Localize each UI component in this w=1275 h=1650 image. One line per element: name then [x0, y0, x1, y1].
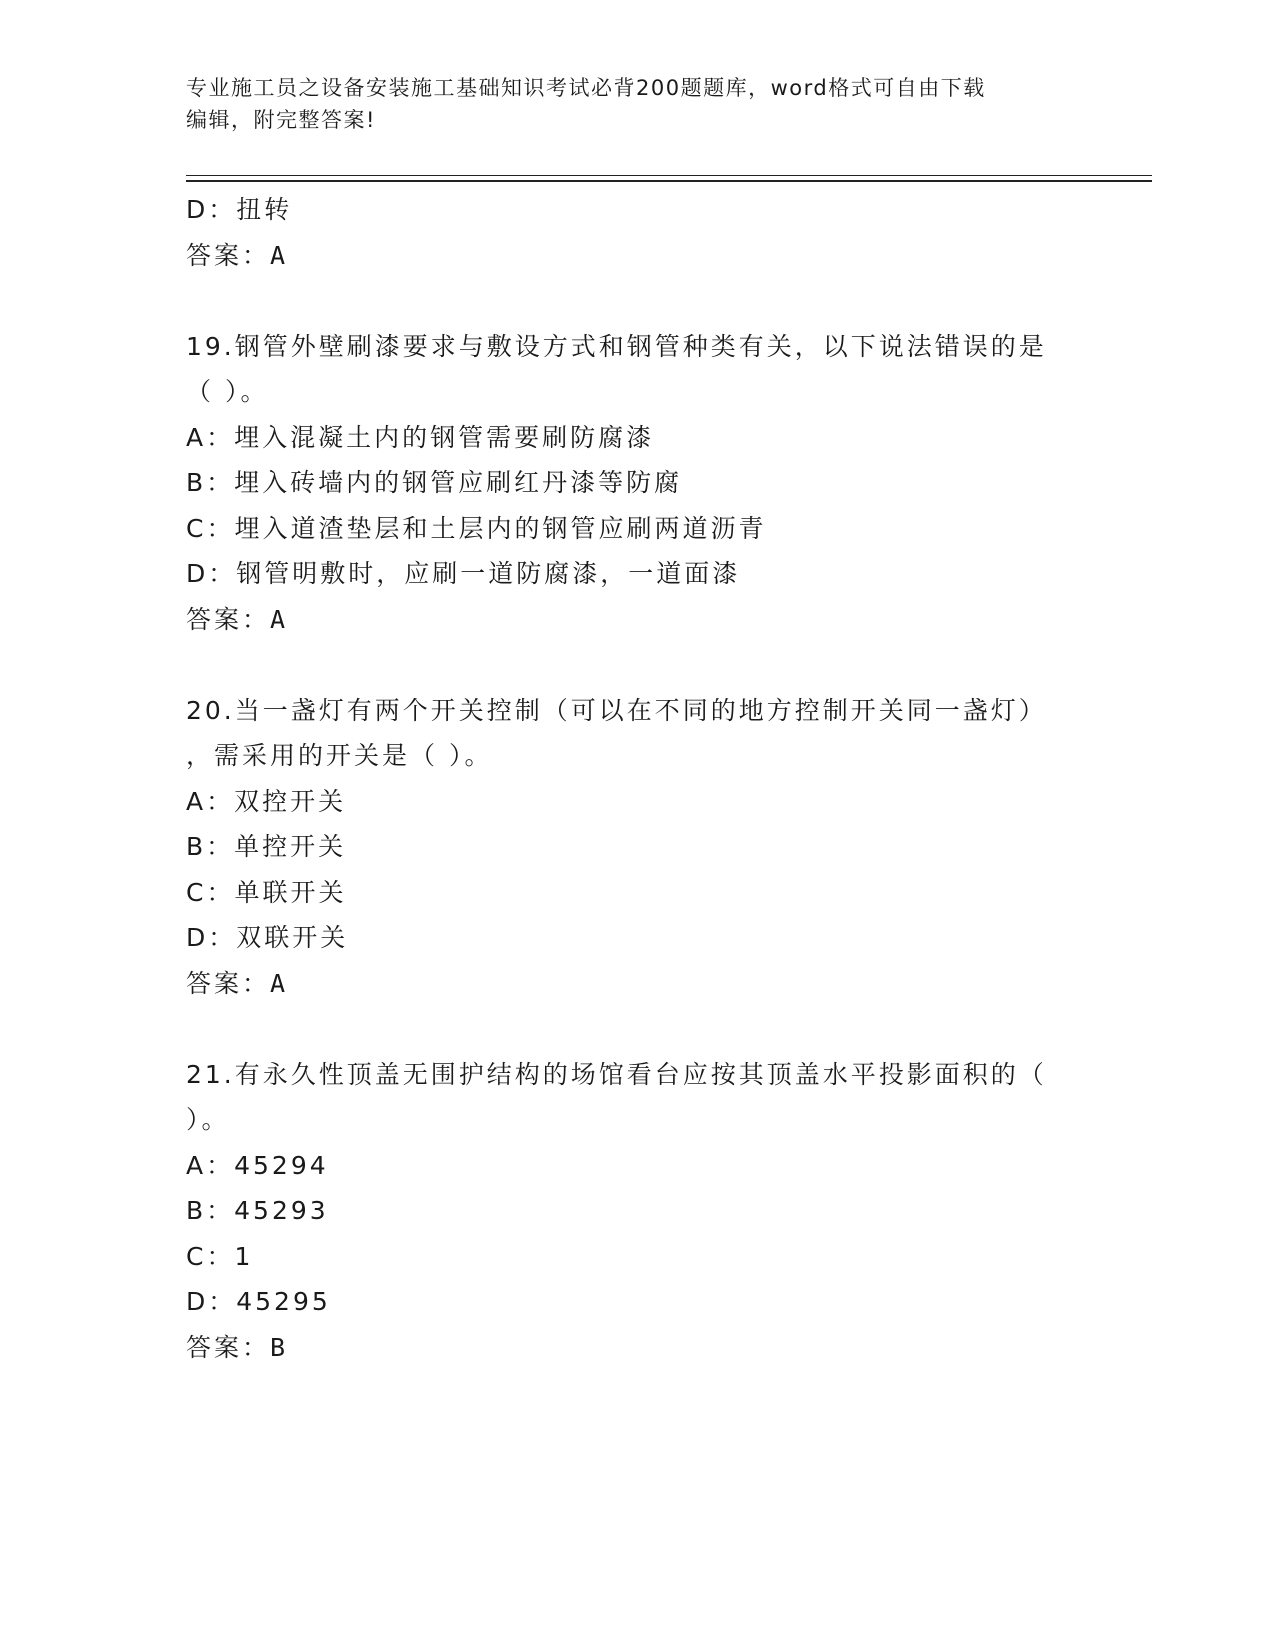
option-b: B：45293	[186, 1196, 329, 1225]
option-d: D：双联开关	[186, 923, 349, 952]
answer-line	[186, 597, 1086, 643]
option-b: B：埋入砖墙内的钢管应刷红丹漆等防腐	[186, 468, 683, 497]
header-divider-thin	[186, 175, 1152, 176]
option-d: D：扭转	[186, 195, 293, 224]
answer-value: A	[270, 240, 286, 270]
answer-label: 答案：	[186, 968, 271, 998]
answer-value: A	[270, 604, 286, 634]
option-a: A：双控开关	[186, 786, 347, 816]
option-c: C：埋入道渣垫层和土层内的钢管应刷两道沥青	[186, 513, 767, 543]
question-stem-line-2: （ ）。	[186, 377, 269, 406]
option-a: A：45294	[186, 1150, 329, 1180]
question-21	[186, 1052, 1086, 1371]
spacer	[186, 1006, 1086, 1052]
question-stem-line-2: ，需采用的开关是（ ）。	[186, 741, 493, 770]
answer-value: A	[270, 968, 286, 998]
answer-label: 答案：	[186, 1332, 271, 1362]
answer-line	[186, 1325, 1086, 1371]
document-header	[186, 72, 1066, 136]
answer-line	[186, 233, 1086, 279]
header-line-2: 编辑，附完整答案!	[186, 108, 376, 132]
question-19	[186, 324, 1086, 643]
question-stem-line-1: 20.当一盏灯有两个开关控制（可以在不同的地方控制开关同一盏灯）	[186, 695, 1047, 725]
option-d: D：45295	[186, 1287, 331, 1316]
question-stem-line-1: 19.钢管外壁刷漆要求与敷设方式和钢管种类有关，以下说法错误的是	[186, 331, 1047, 361]
question-20	[186, 688, 1086, 1007]
question-stem-line-1: 21.有永久性顶盖无围护结构的场馆看台应按其顶盖水平投影面积的（	[186, 1059, 1047, 1089]
spacer	[186, 642, 1086, 688]
option-a: A：埋入混凝土内的钢管需要刷防腐漆	[186, 422, 655, 452]
option-c: C：1	[186, 1241, 254, 1271]
previous-question-tail	[186, 187, 1086, 278]
question-list	[186, 187, 1086, 1370]
answer-value: B	[270, 1332, 286, 1362]
answer-line	[186, 961, 1086, 1007]
option-b: B：单控开关	[186, 832, 347, 861]
spacer	[186, 278, 1086, 324]
question-stem-line-2: ）。	[186, 1105, 230, 1134]
option-c: C：单联开关	[186, 877, 347, 907]
option-d: D：钢管明敷时，应刷一道防腐漆，一道面漆	[186, 559, 741, 588]
answer-label: 答案：	[186, 240, 271, 270]
header-divider-thick	[186, 180, 1152, 182]
answer-label: 答案：	[186, 604, 271, 634]
header-line-1: 专业施工员之设备安装施工基础知识考试必背200题题库，word格式可自由下载	[186, 76, 986, 100]
